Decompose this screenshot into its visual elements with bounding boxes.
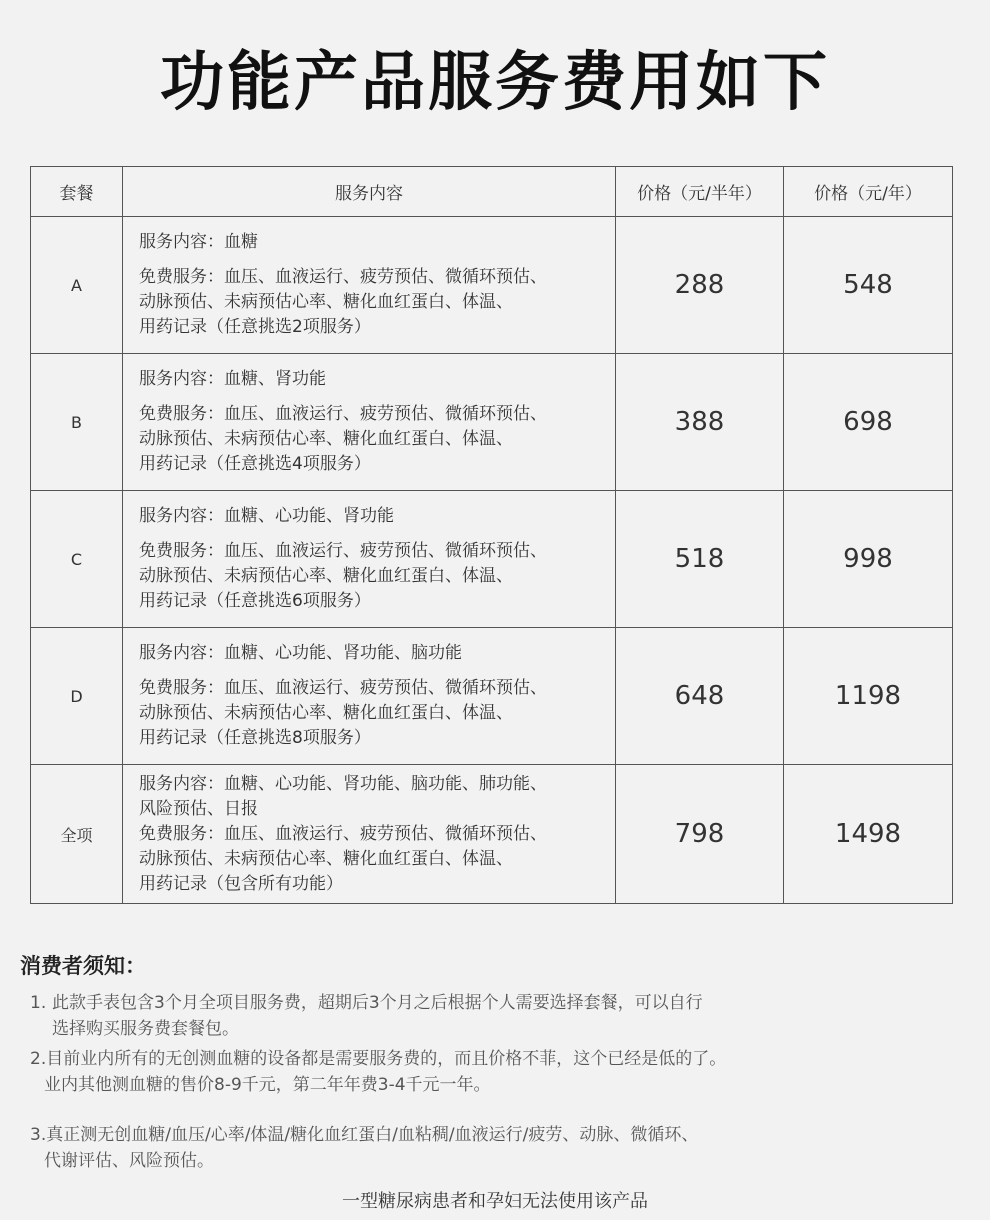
notice-text: 此款手表包含3个月全项目服务费，超期后3个月之后根据个人需要选择套餐，可以自行 [52, 993, 703, 1013]
free-services [139, 402, 609, 477]
free-line: 用药记录（任意挑选2项服务） [139, 317, 371, 337]
package-name: A [31, 217, 123, 354]
table-row [31, 765, 953, 904]
price-half-year: 518 [616, 491, 784, 628]
free-services [139, 265, 609, 340]
table-header-row [31, 167, 953, 217]
service-content [123, 765, 616, 904]
free-services [139, 539, 609, 614]
free-line: 用药记录（任意挑选6项服务） [139, 591, 371, 611]
price-year: 1198 [784, 628, 953, 765]
free-line: 用药记录（任意挑选4项服务） [139, 454, 371, 474]
notice-number: 2. [30, 1049, 47, 1069]
free-line: 免费服务：血压、血液运行、疲劳预估、微循环预估、 [139, 823, 547, 844]
service-line: 服务内容：血糖、心功能、肾功能、脑功能 [139, 643, 462, 663]
notice-item [30, 1046, 830, 1098]
notice-text: 选择购买服务费套餐包。 [52, 1019, 239, 1039]
page-title: 功能产品服务费用如下 [160, 46, 830, 120]
service-line: 服务内容：血糖、心功能、肾功能 [139, 506, 394, 526]
notice-text: 代谢评估、风险预估。 [44, 1151, 214, 1171]
service-content [123, 217, 616, 354]
free-services [139, 676, 609, 751]
free-line: 动脉预估、未病预估心率、糖化血红蛋白、体温、 [139, 429, 513, 449]
table-row [31, 354, 953, 491]
service-content [123, 628, 616, 765]
service-included [139, 772, 609, 822]
header-price-half-year: 价格（元/半年） [616, 167, 784, 217]
package-name: B [31, 354, 123, 491]
notice-number: 1. [30, 993, 47, 1013]
package-name: C [31, 491, 123, 628]
free-line: 免费服务：血压、血液运行、疲劳预估、微循环预估、 [139, 404, 547, 424]
service-line: 风险预估、日报 [139, 798, 258, 819]
service-line: 服务内容：血糖 [139, 232, 258, 252]
notice-text: 目前业内所有的无创测血糖的设备都是需要服务费的，而且价格不菲，这个已经是低的了。 [46, 1049, 727, 1069]
notice-text: 真正测无创血糖/血压/心率/体温/糖化血红蛋白/血粘稠/血液运行/疲劳、动脉、微循环、 [46, 1125, 699, 1145]
price-year: 698 [784, 354, 953, 491]
free-line: 免费服务：血压、血液运行、疲劳预估、微循环预估、 [139, 267, 547, 287]
free-line: 动脉预估、未病预估心率、糖化血红蛋白、体温、 [139, 848, 513, 869]
notice-text: 业内其他测血糖的售价8-9千元，第二年年费3-4千元一年。 [44, 1075, 491, 1095]
price-half-year: 388 [616, 354, 784, 491]
service-content [123, 491, 616, 628]
price-half-year: 648 [616, 628, 784, 765]
package-name: D [31, 628, 123, 765]
notice-line [30, 1122, 830, 1148]
free-line: 免费服务：血压、血液运行、疲劳预估、微循环预估、 [139, 541, 547, 561]
header-package: 套餐 [31, 167, 123, 217]
footer-warning: 一型糖尿病患者和孕妇无法使用该产品 [342, 1191, 648, 1212]
notice-title: 消费者须知： [20, 954, 146, 978]
service-line: 服务内容：血糖、心功能、肾功能、脑功能、肺功能、 [139, 773, 547, 794]
table-row [31, 217, 953, 354]
notice-item [30, 1122, 830, 1174]
price-year: 998 [784, 491, 953, 628]
service-included [139, 504, 609, 529]
service-included [139, 230, 609, 255]
free-line: 用药记录（包含所有功能） [139, 873, 343, 894]
price-half-year: 798 [616, 765, 784, 904]
price-year: 548 [784, 217, 953, 354]
service-content [123, 354, 616, 491]
price-half-year: 288 [616, 217, 784, 354]
header-price-year: 价格（元/年） [784, 167, 953, 217]
table-row [31, 491, 953, 628]
free-line: 用药记录（任意挑选8项服务） [139, 728, 371, 748]
notice-line [30, 1046, 830, 1072]
free-line: 动脉预估、未病预估心率、糖化血红蛋白、体温、 [139, 566, 513, 586]
notice-item [30, 990, 830, 1042]
free-line: 动脉预估、未病预估心率、糖化血红蛋白、体温、 [139, 703, 513, 723]
price-table [30, 166, 953, 904]
free-line: 动脉预估、未病预估心率、糖化血红蛋白、体温、 [139, 292, 513, 312]
header-content: 服务内容 [123, 167, 616, 217]
free-services [139, 822, 609, 897]
package-name: 全项 [31, 765, 123, 904]
notice-number: 3. [30, 1125, 47, 1145]
table-row [31, 628, 953, 765]
price-year: 1498 [784, 765, 953, 904]
service-included [139, 367, 609, 392]
notice-line [30, 990, 830, 1016]
free-line: 免费服务：血压、血液运行、疲劳预估、微循环预估、 [139, 678, 547, 698]
service-line: 服务内容：血糖、肾功能 [139, 369, 326, 389]
service-included [139, 641, 609, 666]
